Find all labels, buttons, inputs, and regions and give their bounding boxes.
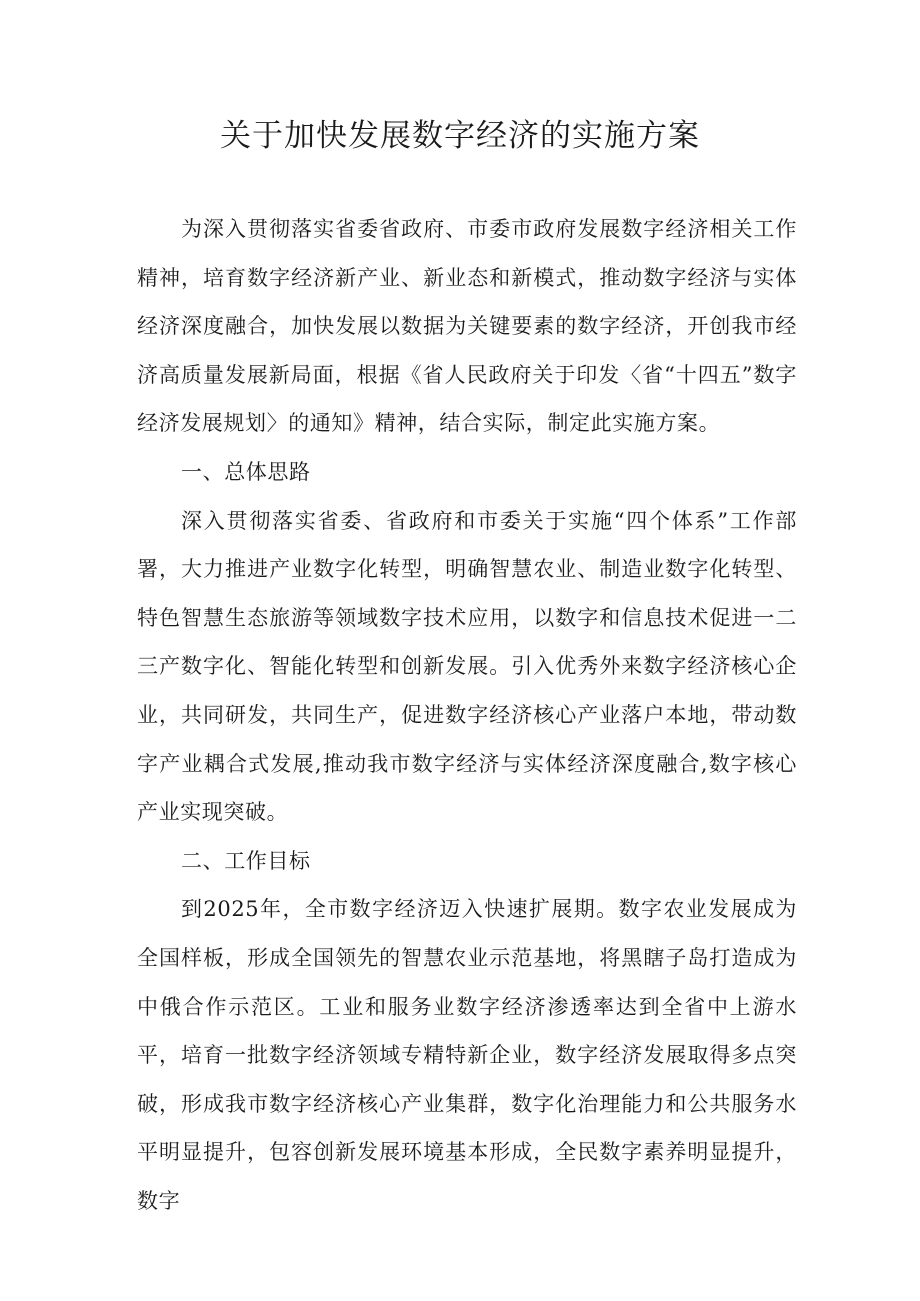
intro-paragraph: 为深入贯彻落实省委省政府、市委市政府发展数字经济相关工作精神，培育数字经济新产业、新业态和新模式，推动数字经济与实体经济深度融合，加快发展以数据为关键要素的数字经济，开创我市经济高质量发展新局面，根据《省人民政府关于印发〈省“十四五”数字经济发展规划〉的通知》精神，结合实际，制定此实施方案。 (137, 217, 797, 436)
section-heading-overall-approach: 一、总体思路 (181, 459, 311, 484)
document-title: 关于加快发展数字经济的实施方案 (220, 118, 700, 154)
document-body (137, 205, 797, 1225)
overall-approach-paragraph: 深入贯彻落实省委、省政府和市委关于实施“四个体系”工作部署，大力推进产业数字化转型，明确智慧农业、制造业数字化转型、特色智慧生态旅游等领域数字技术应用，以数字和信息技术促进一二三产数字化、智能化转型和创新发展。引入优秀外来数字经济核心企业，共同研发，共同生产，促进数字经济核心产业落户本地，带动数字产业耦合式发展,推动我市数字经济与实体经济深度融合,数字核心产业实现突破。 (137, 508, 797, 825)
work-goals-paragraph: 到2025年，全市数字经济迈入快速扩展期。数字农业发展成为全国样板，形成全国领先的智慧农业示范基地，将黑瞎子岛打造成为中俄合作示范区。工业和服务业数字经济渗透率达到全省中上游水平，培育一批数字经济领域专精特新企业，数字经济发展取得多点突破，形成我市数字经济核心产业集群，数字化治理能力和公共服务水平明显提升，包容创新发展环境基本形成，全民数字素养明显提升，数字 (137, 897, 797, 1213)
section-heading-work-goals: 二、工作目标 (181, 848, 311, 873)
